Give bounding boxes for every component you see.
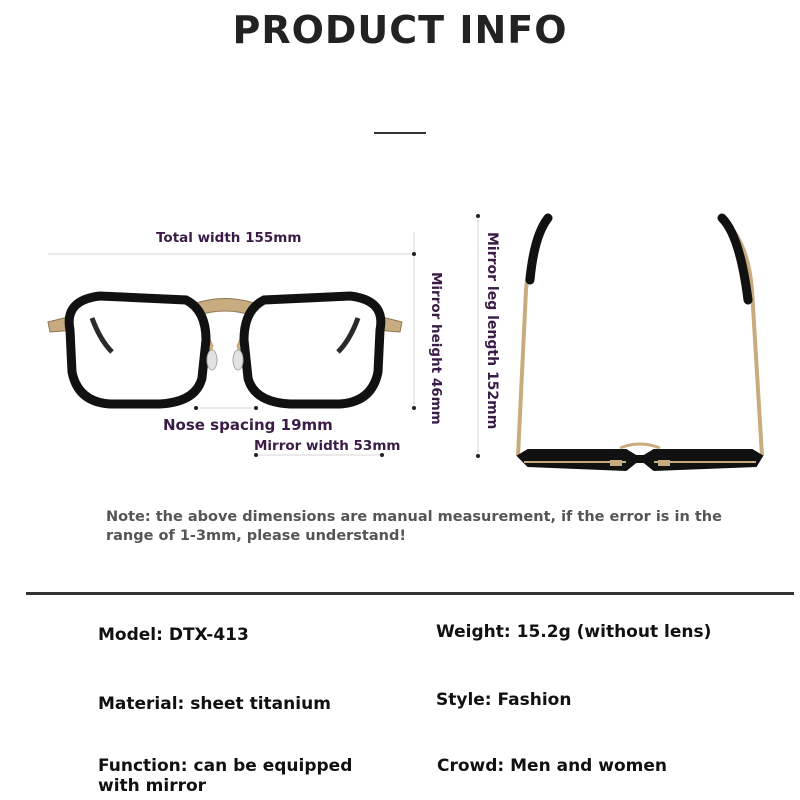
front-view [48,296,402,404]
spec-function [98,756,358,796]
spec-label: Function: [98,756,188,776]
mirror-width-label: Mirror width 53mm [254,438,401,454]
top-view [518,218,762,470]
spec-label: Crowd: [437,756,505,776]
section-divider [26,592,794,595]
spec-material [98,694,331,714]
leg-length-label: Mirror leg length 152mm [484,232,500,430]
spec-value: Men and women [510,756,668,776]
spec-value: DTX-413 [168,625,249,645]
spec-label: Weight: [436,622,511,642]
spec-label: Model: [98,625,163,645]
mirror-height-label: Mirror height 46mm [428,272,444,425]
measurement-note: Note: the above dimensions are manual measurement, if the error is in the range of 1-3mm, please understand! [106,509,722,544]
spec-label: Material: [98,694,185,714]
page-title: PRODUCT INFO [232,8,568,52]
spec-value: can be equipped with mirror [98,756,353,796]
spec-label: Style: [436,690,492,710]
spec-model [98,625,249,645]
spec-value: Fashion [497,690,572,710]
spec-weight [436,622,711,642]
spec-value: 15.2g (without lens) [516,622,712,642]
total-width-label: Total width 155mm [156,230,302,246]
nose-spacing-label: Nose spacing 19mm [163,416,333,434]
spec-style [436,690,571,710]
spec-value: sheet titanium [190,694,331,714]
spec-crowd [437,756,667,776]
